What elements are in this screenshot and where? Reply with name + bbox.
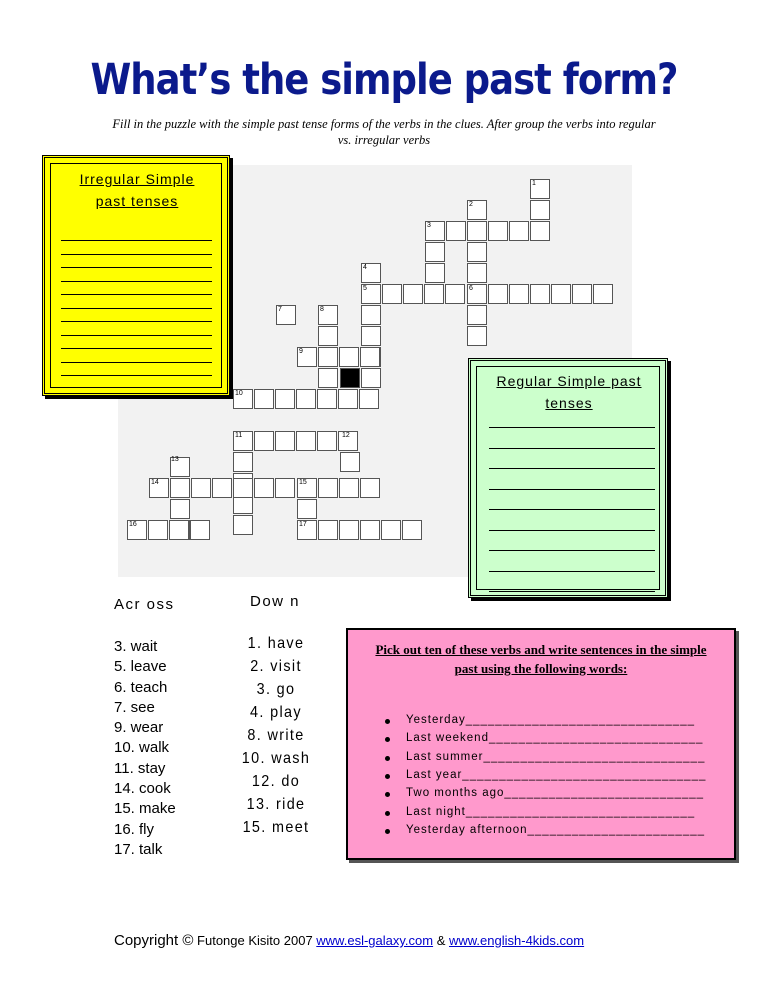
sentence-prompt[interactable]: Last night_______________________________ [406, 805, 696, 818]
clue-number-12: 12 [342, 432, 350, 439]
clue-number-6: 6 [469, 285, 473, 292]
writing-line[interactable] [61, 335, 212, 336]
down-clues [231, 632, 321, 839]
crossword-cell[interactable] [402, 520, 422, 540]
down-clue: 15. meet [242, 819, 310, 836]
crossword-cell[interactable] [488, 221, 508, 241]
crossword-cell[interactable] [446, 221, 466, 241]
writing-line[interactable] [61, 254, 212, 255]
copyright-label: Copyright © [114, 932, 194, 949]
crossword-cell[interactable] [275, 389, 295, 409]
bullet-icon [385, 792, 390, 797]
crossword-cell[interactable] [254, 431, 274, 451]
crossword-cell[interactable] [467, 263, 487, 283]
clue-number-7: 7 [278, 306, 282, 313]
crossword-cell[interactable] [170, 499, 190, 519]
writing-line[interactable] [489, 427, 655, 428]
clue-number-4: 4 [363, 264, 367, 271]
crossword-cell[interactable] [424, 284, 444, 304]
writing-line[interactable] [61, 267, 212, 268]
across-clue: 9. wear [114, 719, 164, 737]
crossword-cell[interactable] [339, 478, 359, 498]
crossword-cell[interactable] [467, 242, 487, 262]
clue-number-5: 5 [363, 285, 367, 292]
writing-line[interactable] [61, 240, 212, 241]
footer [114, 932, 584, 949]
crossword-cell[interactable] [403, 284, 423, 304]
crossword-cell[interactable] [233, 452, 253, 472]
across-clue: 15. make [114, 800, 176, 818]
crossword-cell[interactable] [360, 520, 380, 540]
crossword-cell[interactable] [318, 368, 338, 388]
crossword-cell[interactable] [467, 305, 487, 325]
writing-line[interactable] [61, 308, 212, 309]
clue-number-14: 14 [151, 479, 159, 486]
irregular-heading: Irregular Simple past tenses [79, 171, 195, 209]
clue-number-16: 16 [129, 521, 137, 528]
crossword-cell[interactable] [467, 326, 487, 346]
regular-box-inner [476, 366, 660, 590]
sentence-prompt[interactable]: Yesterday_______________________________ [406, 714, 695, 726]
crossword-cell[interactable] [318, 326, 338, 346]
bullet-icon [385, 756, 390, 761]
clue-number-9: 9 [299, 348, 303, 355]
clue-number-11: 11 [235, 432, 243, 439]
crossword-cell[interactable] [361, 305, 381, 325]
sentence-prompt[interactable]: Last summer______________________________ [406, 750, 706, 763]
writing-line[interactable] [61, 294, 212, 295]
crossword-cell[interactable] [593, 284, 613, 304]
crossword-cell[interactable] [169, 520, 189, 540]
down-clue: 10. wash [241, 750, 311, 767]
crossword-cell[interactable] [382, 284, 402, 304]
crossword-cell[interactable] [572, 284, 592, 304]
across-clue: 14. cook [114, 780, 171, 798]
bullet-icon [385, 774, 390, 779]
clue-number-10: 10 [235, 390, 243, 397]
crossword-cell[interactable] [254, 389, 274, 409]
down-clue: 2. visit [250, 658, 302, 675]
crossword-cell[interactable] [191, 478, 211, 498]
writing-line[interactable] [489, 489, 655, 490]
irregular-box-inner [50, 163, 222, 388]
across-clue: 3. wait [114, 638, 158, 655]
crossword-cell[interactable] [361, 326, 381, 346]
crossword-cell[interactable] [530, 284, 550, 304]
regular-heading: Regular Simple past tenses [496, 373, 642, 411]
crossword-black-cell [340, 368, 360, 388]
crossword-cell[interactable] [467, 221, 487, 241]
bullet-icon [385, 737, 390, 742]
crossword-cell[interactable] [254, 478, 274, 498]
crossword-cell[interactable] [360, 478, 380, 498]
down-clue: 4. play [250, 704, 302, 721]
across-clue: 7. see [114, 698, 155, 716]
crossword-cell[interactable] [190, 520, 210, 540]
across-clues [114, 637, 176, 860]
sentence-prompt[interactable]: Yesterday afternoon________________________ [406, 823, 706, 836]
writing-line[interactable] [489, 448, 655, 449]
crossword-cell[interactable] [275, 431, 295, 451]
crossword-cell[interactable] [318, 520, 338, 540]
crossword-cell[interactable] [551, 284, 571, 304]
across-heading: Acr oss [114, 596, 175, 613]
crossword-cell[interactable] [530, 221, 550, 241]
instructions: Fill in the puzzle with the simple past tense forms of the verbs in the clues. After group the verbs into regular vs. irregular verbs [112, 117, 656, 147]
irregular-box [42, 155, 230, 396]
clue-number-3: 3 [427, 222, 431, 229]
writing-line[interactable] [61, 375, 212, 376]
crossword-cell[interactable] [340, 452, 360, 472]
across-clue: 6. teach [114, 678, 168, 696]
across-clue: 16. fly [114, 820, 155, 838]
across-clue: 11. stay [114, 759, 166, 777]
crossword-cell[interactable] [275, 478, 295, 498]
crossword-cell[interactable] [318, 478, 338, 498]
crossword-cell[interactable] [233, 478, 253, 498]
clue-number-2: 2 [469, 201, 473, 208]
crossword-cell[interactable] [297, 499, 317, 519]
across-clue: 10. walk [114, 739, 170, 757]
writing-line[interactable] [489, 550, 655, 551]
down-clue: 3. go [256, 681, 296, 698]
clue-number-17: 17 [299, 521, 307, 528]
writing-line[interactable] [61, 348, 212, 349]
english-4kids-link[interactable]: www.english-4kids.com [448, 933, 585, 948]
crossword-cell[interactable] [530, 200, 550, 220]
writing-line[interactable] [489, 591, 655, 592]
crossword-cell[interactable] [317, 431, 337, 451]
bullet-icon [385, 811, 390, 816]
bullet-icon [385, 829, 390, 834]
crossword-cell[interactable] [425, 242, 445, 262]
crossword-cell[interactable] [509, 284, 529, 304]
crossword-cell[interactable] [359, 389, 379, 409]
clue-number-8: 8 [320, 306, 324, 313]
sentence-prompt[interactable]: Last weekend_____________________________ [406, 732, 704, 745]
writing-line[interactable] [489, 468, 655, 469]
regular-box [468, 358, 668, 598]
crossword-cell[interactable] [361, 368, 381, 388]
crossword-cell[interactable] [170, 478, 190, 498]
sentence-prompt[interactable]: Last year_________________________________ [406, 768, 707, 781]
down-clue: 12. do [251, 773, 301, 790]
esl-galaxy-link[interactable]: www.esl-galaxy.com [316, 933, 434, 948]
down-clue: 13. ride [246, 796, 306, 813]
writing-line[interactable] [61, 362, 212, 363]
crossword-cell[interactable] [233, 515, 253, 535]
down-heading: Dow n [250, 593, 301, 610]
bullet-icon [385, 719, 390, 724]
clue-number-13: 13 [171, 456, 179, 463]
crossword-cell[interactable] [296, 389, 316, 409]
writing-line[interactable] [61, 321, 212, 322]
sentence-box [346, 628, 736, 860]
crossword-cell[interactable] [488, 284, 508, 304]
writing-line[interactable] [489, 571, 655, 572]
crossword-cell[interactable] [425, 263, 445, 283]
crossword-cell[interactable] [317, 389, 337, 409]
crossword-cell[interactable] [381, 520, 401, 540]
across-clue: 17. talk [114, 840, 163, 858]
across-clue: 5. leave [114, 658, 167, 676]
crossword-cell[interactable] [318, 347, 338, 367]
down-clue: 1. have [247, 635, 305, 652]
crossword-cell[interactable] [445, 284, 465, 304]
writing-line[interactable] [489, 530, 655, 531]
crossword-cell[interactable] [296, 431, 316, 451]
crossword-cell[interactable] [212, 478, 232, 498]
crossword-cell[interactable] [339, 347, 359, 367]
sentence-box-heading: Pick out ten of these verbs and write sentences in the simple past using the following words: [375, 642, 707, 676]
crossword-cell[interactable] [509, 221, 529, 241]
ampersand: & [433, 933, 449, 948]
down-clue: 8. write [247, 727, 305, 744]
crossword-cell[interactable] [338, 389, 358, 409]
crossword-cell[interactable] [339, 520, 359, 540]
clue-number-15: 15 [299, 479, 307, 486]
clue-number-1: 1 [532, 180, 536, 187]
page-title: What’s the simple past form? [90, 54, 678, 105]
writing-line[interactable] [489, 509, 655, 510]
crossword-cell[interactable] [360, 347, 380, 367]
crossword-cell[interactable] [148, 520, 168, 540]
sentence-prompt[interactable]: Two months ago___________________________ [406, 787, 705, 800]
author: Futonge Kisito 2007 [193, 933, 317, 948]
writing-line[interactable] [61, 281, 212, 282]
